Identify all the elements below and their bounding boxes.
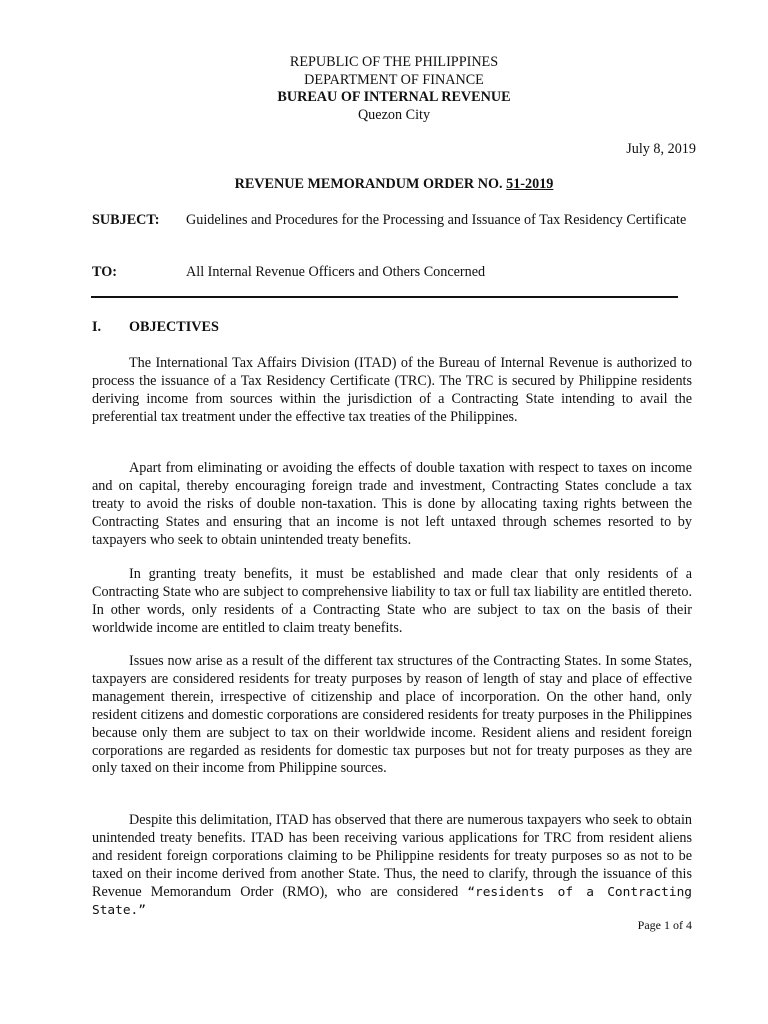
subject-label: SUBJECT: (92, 212, 160, 228)
paragraph-5-quote: “residents of a Contracting State.” (92, 884, 692, 918)
letterhead (0, 54, 768, 124)
letterhead-republic: REPUBLIC OF THE PHILIPPINES (289, 54, 499, 70)
letterhead-city: Quezon City (357, 106, 431, 123)
memorandum-number: 51-2019 (506, 176, 554, 192)
subject-text: Guidelines and Procedures for the Processing and Issuance of Tax Residency Certificate (186, 212, 687, 228)
paragraph-1: The International Tax Affairs Division (ITAD) of the Bureau of Internal Revenue is authorized to process the issuance of a Tax Residency Certificate (TRC). The TRC is secured by Philippine residents deriving income from sources within the jurisdiction of a Contracting State intending to avail the preferential tax treatment under the effective tax treaties of the Philippines. (92, 355, 692, 425)
letterhead-bureau: BUREAU OF INTERNAL REVENUE (277, 89, 511, 105)
paragraph-3: In granting treaty benefits, it must be established and made clear that only residents of a Contracting State who are subject to comprehensive liability to tax or full tax liability are entitled thereto. In other words, only residents of a Contracting State who are subject to tax on the basis of their worldwide income are entitled to claim treaty benefits. (92, 566, 692, 636)
memorandum-title-prefix: REVENUE MEMORANDUM ORDER NO. (234, 176, 507, 192)
letterhead-department: DEPARTMENT OF FINANCE (304, 71, 484, 88)
addressee-text: All Internal Revenue Officers and Others Concerned (186, 264, 486, 280)
paragraph-2: Apart from eliminating or avoiding the effects of double taxation with respect to taxes on income and on capital, thereby encouraging foreign trade and investment, Contracting States conclude a tax treaty to avoid the risks of double non-taxation. This is done by allocating taxing rights between the Contracting States and ensuring that an income is not left untaxed through schemes resorted to by taxpayers who seek to obtain unintended treaty benefits. (92, 460, 692, 548)
memorandum-title (0, 176, 768, 193)
addressee-label: TO: (92, 264, 117, 280)
section-title: OBJECTIVES (129, 319, 219, 335)
section-heading-objectives (92, 319, 219, 336)
paragraph-5-text: Despite this delimitation, ITAD has observed that there are numerous taxpayers who seek to obtain unintended treaty benefits. ITAD has been receiving various applications for TRC from resident aliens and resident foreign corporations claiming to be Philippine residents for treaty purposes so as not to be taxed on their income derived from another State. Thus, the need to clarify, through the issuance of this Revenue Memorandum Order (RMO), who are considered (92, 812, 692, 900)
paragraph-5 (92, 812, 692, 919)
horizontal-divider (91, 296, 678, 298)
document-date: July 8, 2019 (626, 141, 696, 157)
section-number: I. (92, 319, 102, 335)
paragraph-4: Issues now arise as a result of the different tax structures of the Contracting States. In some States, taxpayers are considered residents for treaty purposes by reason of length of stay and place of effective management therein, irrespective of citizenship and place of incorporation. On the other hand, only resident citizens and domestic corporations are considered residents for treaty purposes in the Philippines because only them are subject to tax on their worldwide income. Resident aliens and resident foreign corporations are regarded as residents for domestic tax purposes but not for treaty purposes as they are only taxed on their income from Philippine sources. (92, 653, 692, 777)
page-number: Page 1 of 4 (637, 918, 692, 932)
